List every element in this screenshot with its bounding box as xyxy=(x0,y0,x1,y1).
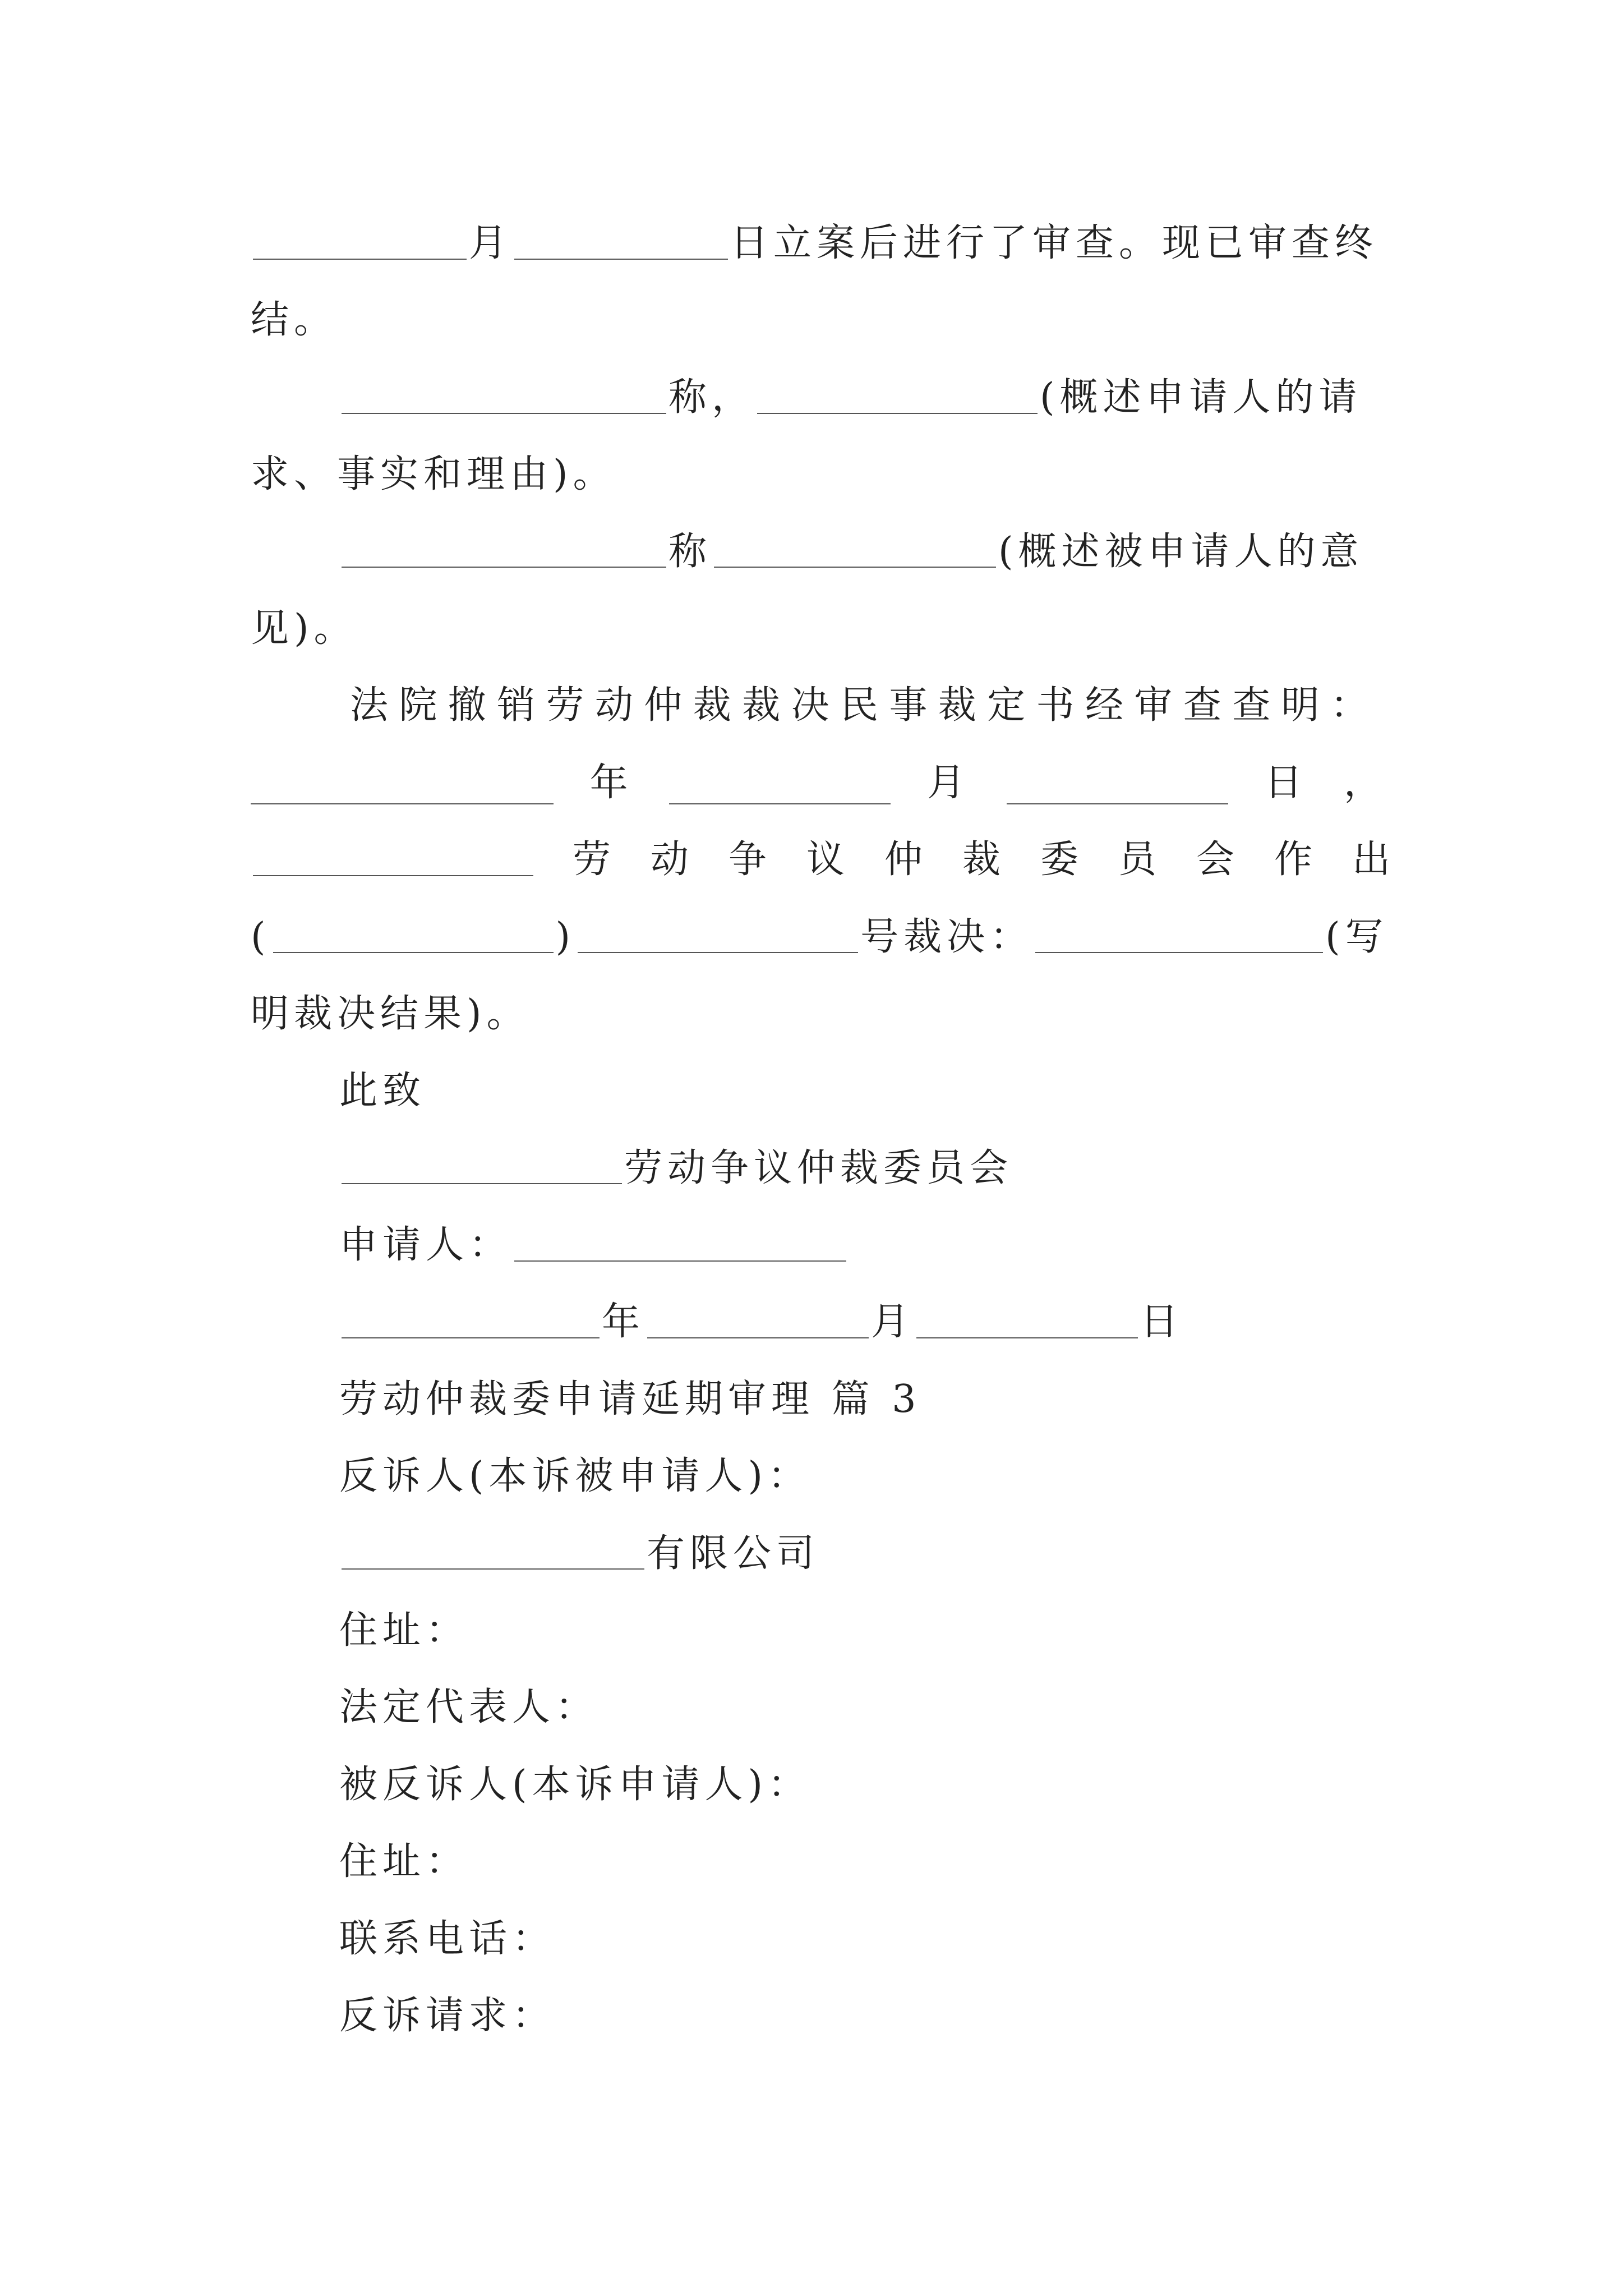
closing-month-label: 月 xyxy=(871,1300,915,1345)
applicant-says: 称， xyxy=(668,375,755,420)
addressee-committee: 劳动争议仲裁委员会 xyxy=(624,1145,1013,1190)
applicant-claim-line-cont xyxy=(251,436,1387,513)
closing-year-label: 年 xyxy=(602,1300,645,1345)
company-line xyxy=(251,1515,1387,1592)
claims-line xyxy=(251,1977,1387,2054)
findings-heading: 法院撤销劳动仲裁裁决民事裁定书经审查查明： xyxy=(350,683,1380,728)
review-text: 日立案后进行了审查。现已审查终 xyxy=(730,221,1378,265)
open-paren: ( xyxy=(251,914,271,959)
counter-claimant-label: 反诉人(本诉被申请人)： xyxy=(339,1454,811,1499)
company-suffix: 有限公司 xyxy=(647,1531,820,1576)
blank-line xyxy=(342,1153,622,1184)
review-line-cont xyxy=(251,282,1387,358)
address-label: 住址： xyxy=(339,1608,469,1653)
respondent-opinion-line xyxy=(251,513,1387,590)
closing-date-line xyxy=(251,1283,1387,1360)
claims-label: 反诉请求： xyxy=(339,1993,556,2038)
findings-committee-line xyxy=(251,821,1431,898)
applicant-signature-line xyxy=(251,1207,1387,1283)
award-number-label: 号裁决： xyxy=(860,914,1034,959)
findings-heading-line xyxy=(251,667,1387,744)
findings-award-line xyxy=(251,899,1387,976)
award-result-desc: (写 xyxy=(1325,914,1389,959)
findings-comma: ， xyxy=(1343,760,1387,805)
applicant-claim-desc-cont: 求、事实和理由)。 xyxy=(251,452,616,497)
closing-day-label: 日 xyxy=(1140,1300,1184,1345)
findings-year-label: 年 xyxy=(589,760,633,805)
section-title-line xyxy=(251,1361,1387,1438)
counter-respondent-line xyxy=(251,1746,1387,1823)
review-line xyxy=(251,205,1387,282)
phone-label: 联系电话： xyxy=(339,1916,556,1961)
findings-day-label: 日 xyxy=(1264,760,1308,805)
blank-line xyxy=(1007,772,1228,804)
blank-line xyxy=(342,382,666,413)
respondent-says: 称 xyxy=(668,529,712,574)
blank-line xyxy=(514,228,728,259)
respondent-opinion-desc: (概述被申请人的意 xyxy=(998,529,1364,574)
address-line-2 xyxy=(251,1823,1387,1900)
findings-committee: 劳动争议仲裁委员会作出 xyxy=(573,838,1431,882)
address-line xyxy=(251,1592,1387,1669)
respondent-opinion-desc-cont: 见)。 xyxy=(251,606,357,651)
close-paren: ) xyxy=(555,914,576,959)
findings-award-line-cont xyxy=(251,976,1387,1052)
address-label-2: 住址： xyxy=(339,1839,469,1884)
review-text-cont: 结。 xyxy=(251,298,338,343)
findings-month-label: 月 xyxy=(926,760,970,805)
findings-date-line xyxy=(251,744,1387,821)
legal-rep-label: 法定代表人： xyxy=(339,1685,599,1730)
respondent-opinion-line-cont xyxy=(251,590,1387,667)
blank-line xyxy=(916,1307,1138,1338)
applicant-claim-line xyxy=(251,359,1387,436)
blank-line xyxy=(647,1307,869,1338)
applicant-claim-desc: (概述申请人的请 xyxy=(1040,375,1362,420)
counter-claimant-line xyxy=(251,1438,1387,1515)
blank-line xyxy=(273,922,554,953)
blank-line xyxy=(342,536,666,568)
blank-line xyxy=(514,1230,846,1261)
blank-line xyxy=(342,1307,600,1338)
applicant-label: 申请人： xyxy=(339,1223,513,1268)
blank-line xyxy=(253,228,467,259)
blank-line xyxy=(1035,922,1323,953)
legal-rep-line xyxy=(251,1669,1387,1746)
blank-line xyxy=(251,772,554,804)
phone-line xyxy=(251,1901,1387,1977)
document-body xyxy=(251,205,1431,2054)
salutation: 此致 xyxy=(339,1069,426,1114)
salutation-line xyxy=(251,1052,1387,1129)
award-result-desc-cont: 明裁决结果)。 xyxy=(251,991,530,1036)
blank-line xyxy=(342,1538,644,1570)
blank-line xyxy=(669,772,891,804)
addressee-line xyxy=(251,1130,1387,1207)
blank-line xyxy=(714,536,996,568)
section-title: 劳动仲裁委申请延期审理 篇 3 xyxy=(339,1377,921,1421)
blank-line xyxy=(757,382,1038,413)
counter-respondent-label: 被反诉人(本诉申请人)： xyxy=(339,1762,811,1807)
review-month-label: 月 xyxy=(469,221,513,265)
blank-line xyxy=(253,845,533,876)
blank-line xyxy=(578,922,858,953)
